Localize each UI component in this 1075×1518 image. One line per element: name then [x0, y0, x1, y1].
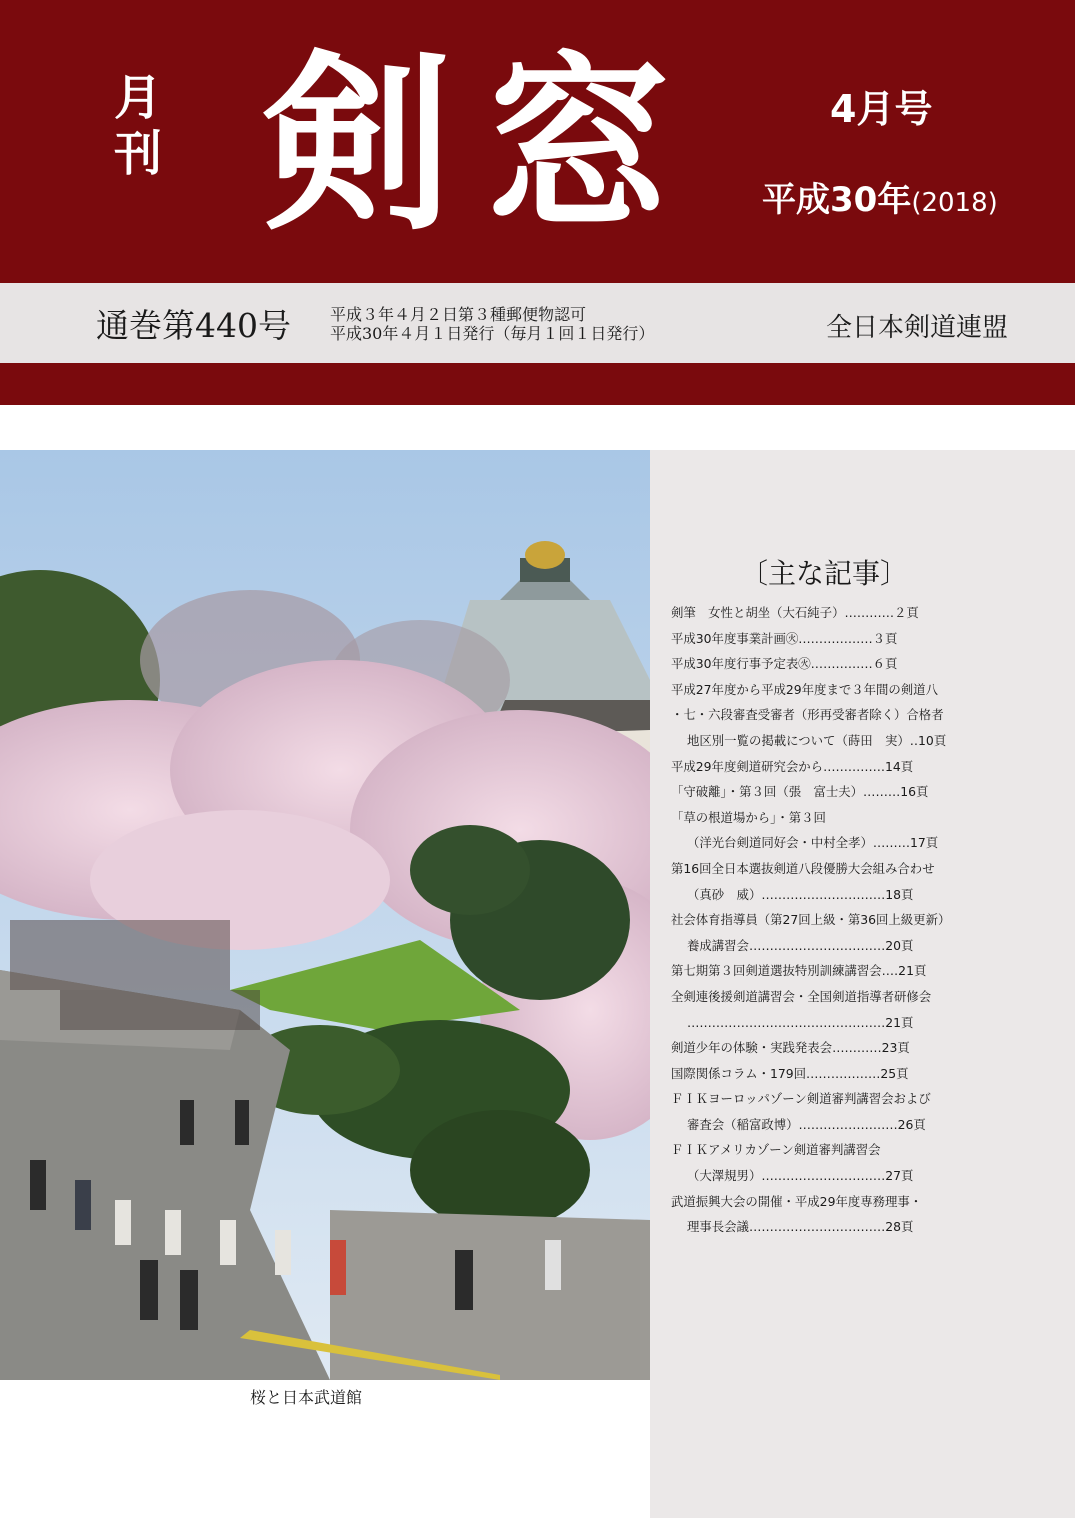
- cover-photo: [0, 450, 650, 1380]
- contents-item: ・七・六段審査受審者（形再受審者除く）合格者: [671, 707, 944, 723]
- contents-list: [671, 600, 986, 1240]
- contents-item: 「守破離」・第３回（張 富士夫）………16頁: [671, 784, 929, 800]
- monthly-label: 月刊: [113, 70, 162, 182]
- contents-item: 国際関係コラム・179回………………25頁: [671, 1065, 909, 1081]
- contents-item: 審査会（稲富政博）……………………26頁: [687, 1116, 926, 1132]
- postal-line-1: 平成３年４月２日第３種郵便物認可: [330, 305, 587, 324]
- postal-line-2: 平成30年４月１日発行（毎月１回１日発行）: [330, 324, 655, 343]
- issue-label: 4月号: [830, 87, 933, 131]
- contents-item: 社会体育指導員（第27回上級・第36回上級更新）: [671, 912, 951, 928]
- contents-item: 地区別一覧の掲載について（蒔田 実）‥10頁: [687, 732, 947, 748]
- postal-notice: [330, 305, 654, 343]
- contents-item: 平成30年度事業計画㊋………………３頁: [671, 630, 898, 646]
- contents-item: ＦＩＫヨーロッパゾーン剣道審判講習会および: [671, 1091, 931, 1107]
- contents-title: 〔主な記事〕: [740, 557, 909, 590]
- contents-item: 養成講習会……………………………20頁: [687, 937, 914, 953]
- contents-item: 平成29年度剣道研究会から……………14頁: [671, 758, 914, 774]
- contents-item: （洋光台剣道同好会・中村全孝）………17頁: [687, 835, 939, 851]
- contents-item: 平成30年度行事予定表㊋……………６頁: [671, 656, 898, 672]
- contents-item: 理事長会議……………………………28頁: [687, 1219, 914, 1235]
- contents-item: 剣道少年の体験・実践発表会…………23頁: [671, 1040, 910, 1056]
- contents-item: 平成27年度から平成29年度まで３年間の剣道八: [671, 681, 938, 697]
- masthead: [0, 0, 1075, 283]
- issue-date: [762, 172, 998, 221]
- contents-item: （真砂 威）…………………………18頁: [687, 886, 914, 902]
- western-year: (2018): [911, 188, 998, 218]
- photo-caption: 桜と日本武道館: [250, 1388, 363, 1407]
- contents-item: 第16回全日本選抜剣道八段優勝大会組み合わせ: [671, 860, 935, 876]
- contents-item: ＦＩＫアメリカゾーン剣道審判講習会: [671, 1142, 881, 1158]
- contents-item: …………………………………………21頁: [687, 1014, 914, 1030]
- contents-item: （大澤規男）…………………………27頁: [687, 1168, 914, 1184]
- contents-item: 第七期第３回剣道選抜特別訓練講習会‥‥21頁: [671, 963, 927, 979]
- contents-item: 武道振興大会の開催・平成29年度専務理事・: [671, 1193, 923, 1209]
- era-year: 平成30年: [762, 180, 912, 220]
- divider-bar: [0, 363, 1075, 405]
- contents-item: 「草の根道場から」・第３回: [671, 809, 826, 825]
- magazine-title: 剣窓: [262, 33, 703, 256]
- volume-number: 通巻第440号: [96, 306, 291, 345]
- contents-item: 全剣連後援剣道講習会・全国剣道指導者研修会: [671, 988, 932, 1004]
- cherry-blossom-budokan-illustration: [0, 450, 650, 1380]
- contents-item: 剣筆 女性と胡坐（大石純子）…………２頁: [671, 605, 919, 620]
- publisher-name: 全日本剣道連盟: [826, 313, 1009, 343]
